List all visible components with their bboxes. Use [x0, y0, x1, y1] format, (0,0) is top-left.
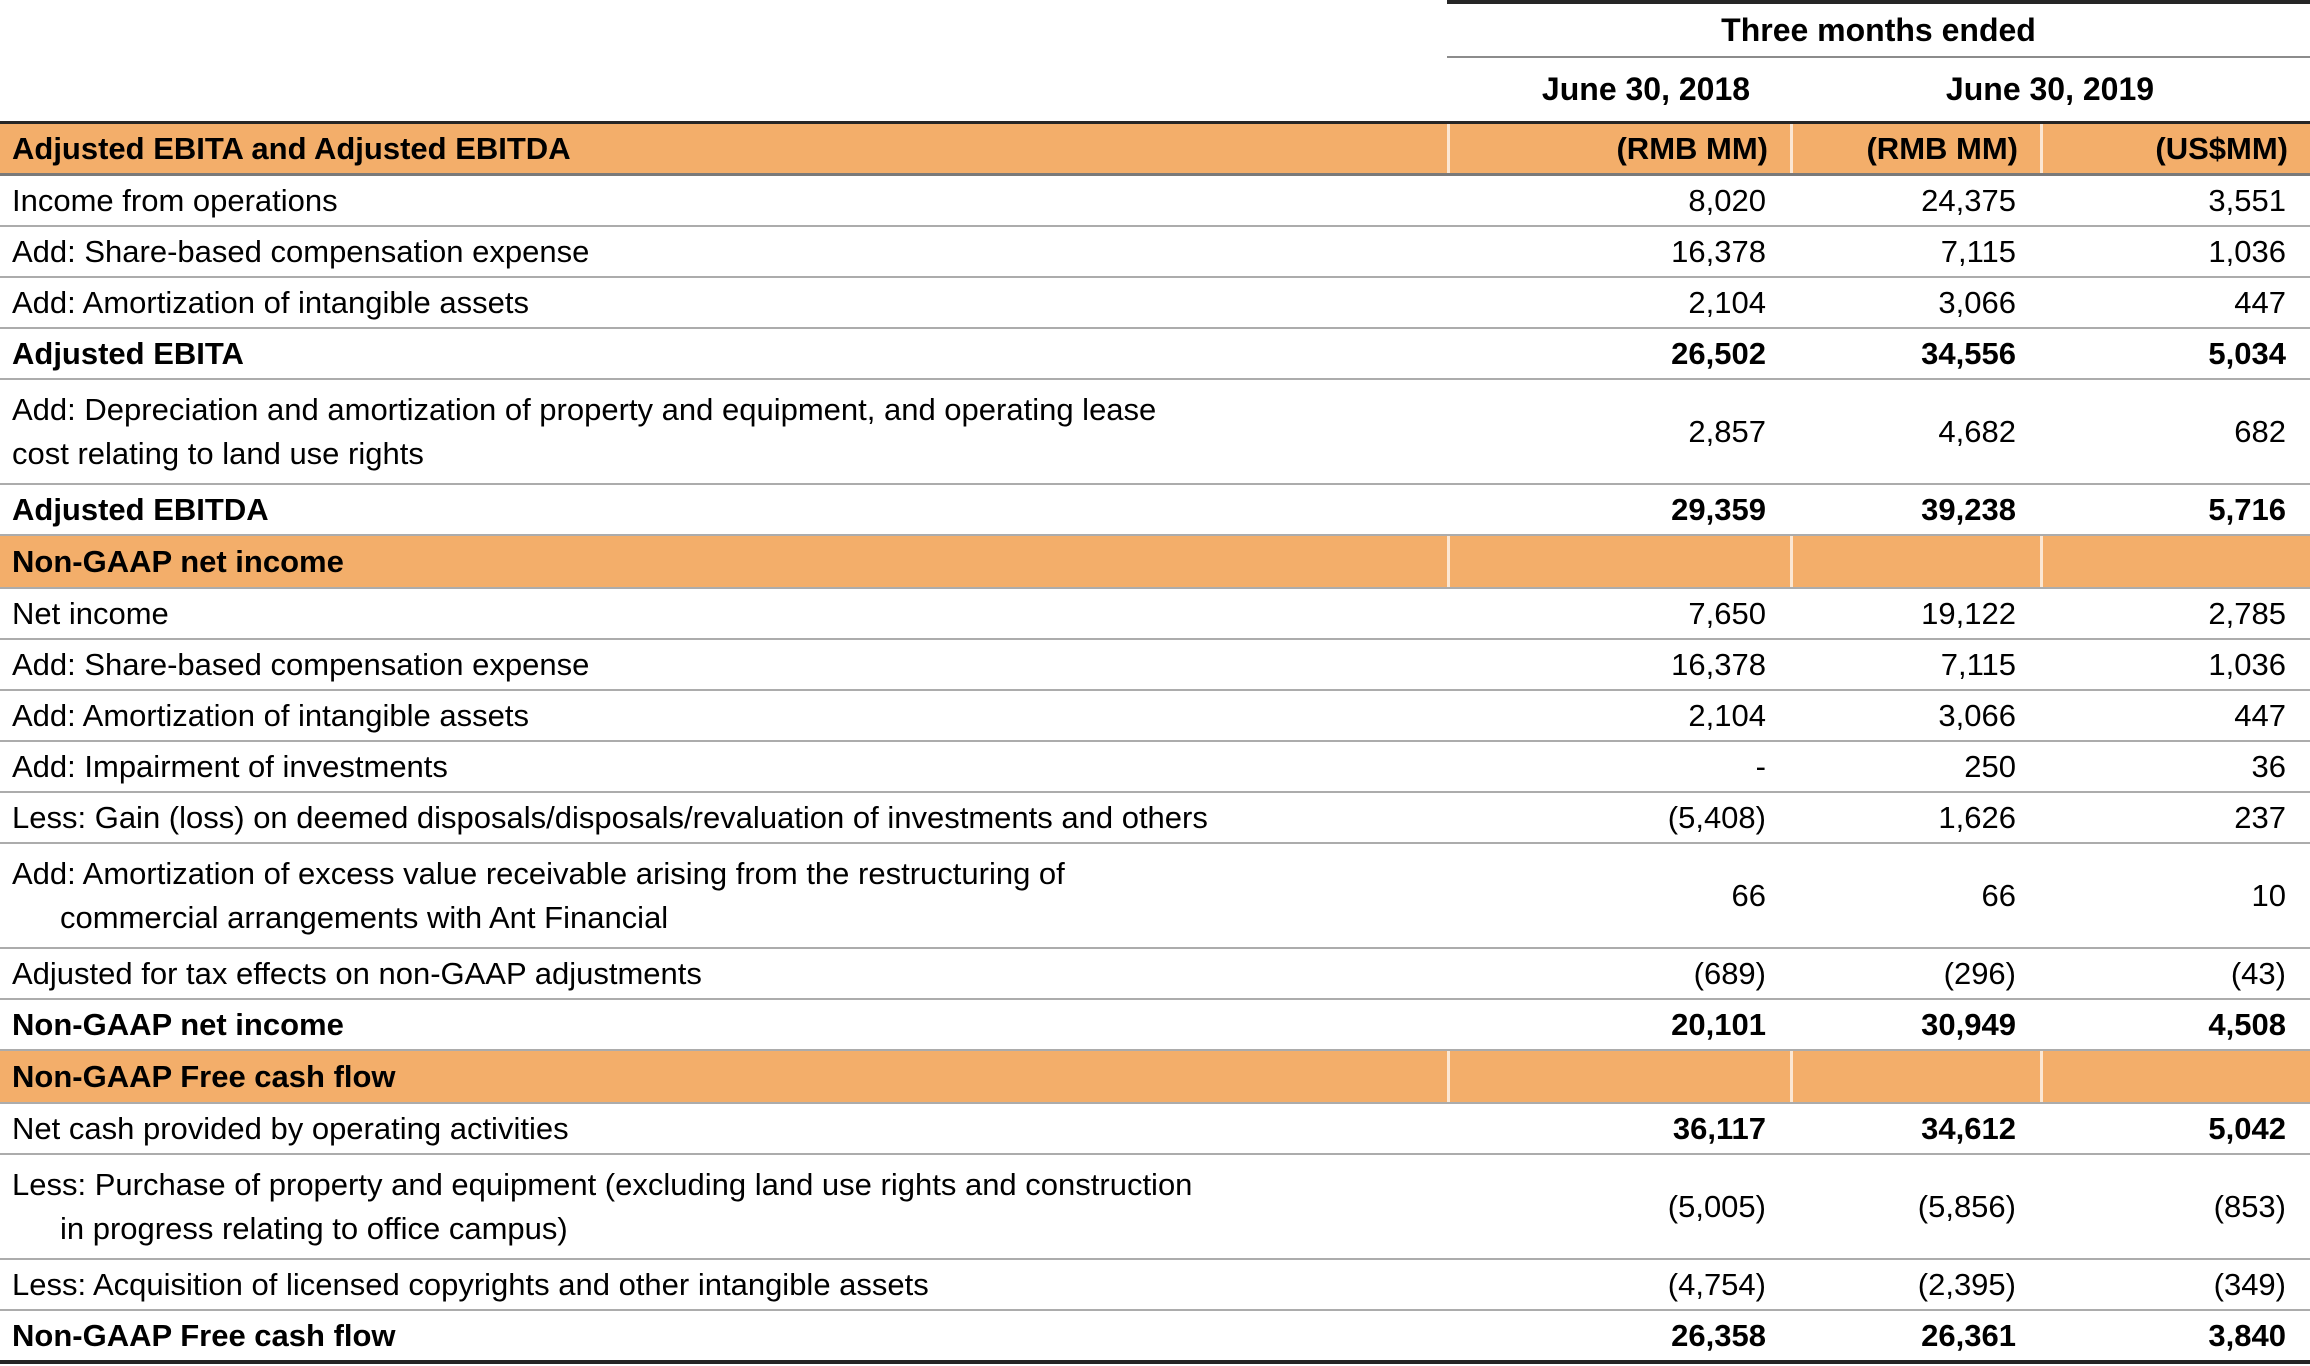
section-band-non-gaap-net-income	[0, 536, 2310, 589]
value-2019-usd: 10	[2251, 877, 2286, 913]
header-spacer	[0, 58, 1447, 121]
value-2018-rmb: (5,005)	[1667, 1188, 1766, 1224]
value-2019-usd: (43)	[2230, 955, 2286, 991]
value-2019-usd: 36	[2251, 748, 2286, 784]
table-row	[0, 844, 2310, 949]
value-2019-rmb: (5,856)	[1917, 1188, 2016, 1224]
table-row-subtotal	[0, 1311, 2310, 1364]
row-label: Add: Share-based compensation expense	[12, 646, 590, 682]
band-cell	[2040, 536, 2310, 587]
col-header-june-2019: June 30, 2019	[1945, 71, 2155, 107]
row-label: Net income	[12, 595, 169, 631]
value-2019-usd: (853)	[2213, 1188, 2286, 1224]
row-label-line2: in progress relating to office campus)	[60, 1210, 568, 1246]
value-2018-rmb: 36,117	[1672, 1110, 1766, 1146]
value-2018-rmb: 2,104	[1688, 697, 1766, 733]
row-label: Non-GAAP net income	[12, 1006, 344, 1042]
section-band-adjusted-ebita	[0, 124, 2310, 176]
band-cell	[1447, 536, 1790, 587]
row-label: Non-GAAP Free cash flow	[12, 1317, 396, 1353]
value-2019-usd: 447	[2234, 697, 2286, 733]
section-title: Adjusted EBITA and Adjusted EBITDA	[0, 124, 1447, 173]
row-label	[0, 388, 1447, 476]
value-2019-usd: 5,042	[2208, 1110, 2286, 1146]
header-spacer	[0, 0, 1447, 58]
unit-header-2019-usd: (US$MM)	[2040, 124, 2310, 173]
table-row	[0, 176, 2310, 227]
value-2019-rmb: 30,949	[1921, 1006, 2016, 1042]
row-label: Adjusted EBITDA	[12, 491, 269, 527]
section-band-free-cash-flow	[0, 1051, 2310, 1104]
value-2019-rmb: 66	[1981, 877, 2016, 913]
value-2019-rmb: 3,066	[1938, 697, 2016, 733]
value-2018-rmb: -	[1755, 748, 1766, 784]
value-2018-rmb: 2,857	[1688, 413, 1766, 449]
value-2018-rmb: (4,754)	[1667, 1266, 1766, 1302]
value-2019-usd: 5,716	[2208, 491, 2286, 527]
value-2019-rmb: 19,122	[1921, 595, 2016, 631]
value-2018-rmb: 16,378	[1671, 233, 1766, 269]
table-row	[0, 1104, 2310, 1155]
value-2019-rmb: 34,612	[1921, 1110, 2016, 1146]
table-row	[0, 691, 2310, 742]
value-2019-rmb: 7,115	[1940, 646, 2016, 682]
row-label: Net cash provided by operating activities	[12, 1110, 569, 1146]
row-label: Add: Amortization of intangible assets	[12, 697, 529, 733]
value-2019-usd: 447	[2234, 284, 2286, 320]
value-2019-rmb: 3,066	[1938, 284, 2016, 320]
value-2019-rmb: 250	[1964, 748, 2016, 784]
table-row	[0, 793, 2310, 844]
value-2019-rmb: 39,238	[1921, 491, 2016, 527]
value-2018-rmb: (5,408)	[1667, 799, 1766, 835]
value-2019-usd: 1,036	[2208, 233, 2286, 269]
table-row	[0, 949, 2310, 1000]
value-2019-usd: 3,551	[2208, 182, 2286, 218]
table-row	[0, 278, 2310, 329]
value-2018-rmb: 16,378	[1671, 646, 1766, 682]
table-row	[0, 1155, 2310, 1260]
value-2019-rmb: 4,682	[1938, 413, 2016, 449]
band-cell	[2040, 1051, 2310, 1102]
row-label-line2: cost relating to land use rights	[12, 435, 424, 471]
table-row	[0, 742, 2310, 793]
value-2019-usd: 3,840	[2208, 1317, 2286, 1353]
value-2019-usd: 2,785	[2208, 595, 2286, 631]
value-2019-usd: 237	[2234, 799, 2286, 835]
value-2018-rmb: 26,358	[1671, 1317, 1766, 1353]
value-2019-rmb: (2,395)	[1917, 1266, 2016, 1302]
value-2018-rmb: 8,020	[1688, 182, 1766, 218]
value-2019-rmb: 26,361	[1921, 1317, 2016, 1353]
header-dates-row	[0, 58, 2310, 124]
table-row-subtotal	[0, 329, 2310, 380]
value-2018-rmb: 66	[1731, 877, 1766, 913]
table-row-subtotal	[0, 485, 2310, 536]
row-label: Add: Impairment of investments	[12, 748, 448, 784]
value-2019-rmb: (296)	[1943, 955, 2016, 991]
row-label-line1: Less: Purchase of property and equipment (excluding land use rights and construction	[12, 1166, 1193, 1202]
value-2019-rmb: 7,115	[1940, 233, 2016, 269]
row-label	[0, 1163, 1447, 1251]
row-label: Adjusted EBITA	[12, 335, 244, 371]
value-2019-usd: 1,036	[2208, 646, 2286, 682]
header-span-row	[0, 0, 2310, 58]
table-row-subtotal	[0, 1000, 2310, 1051]
row-label: Add: Share-based compensation expense	[12, 233, 590, 269]
table-row	[0, 380, 2310, 485]
row-label: Add: Amortization of intangible assets	[12, 284, 529, 320]
row-label-line1: Add: Depreciation and amortization of property and equipment, and operating lease	[12, 391, 1157, 427]
row-label: Income from operations	[12, 182, 338, 218]
band-cell	[1790, 536, 2040, 587]
value-2018-rmb: 20,101	[1671, 1006, 1766, 1042]
band-cell	[1790, 1051, 2040, 1102]
value-2018-rmb: (689)	[1693, 955, 1766, 991]
value-2018-rmb: 2,104	[1688, 284, 1766, 320]
value-2019-rmb: 24,375	[1921, 182, 2016, 218]
table-row	[0, 1260, 2310, 1311]
table-row	[0, 640, 2310, 691]
value-2018-rmb: 7,650	[1688, 595, 1766, 631]
value-2019-rmb: 1,626	[1938, 799, 2016, 835]
section-title: Non-GAAP Free cash flow	[0, 1051, 1447, 1102]
row-label-line2: commercial arrangements with Ant Financial	[60, 899, 669, 935]
value-2018-rmb: 29,359	[1671, 491, 1766, 527]
unit-header-2018-rmb: (RMB MM)	[1447, 124, 1790, 173]
value-2019-usd: (349)	[2213, 1266, 2286, 1302]
row-label: Less: Acquisition of licensed copyrights and other intangible assets	[12, 1266, 929, 1302]
row-label	[0, 852, 1447, 940]
row-label: Less: Gain (loss) on deemed disposals/disposals/revaluation of investments and others	[12, 799, 1208, 835]
section-title: Non-GAAP net income	[0, 536, 1447, 587]
value-2018-rmb: 26,502	[1671, 335, 1766, 371]
table-row	[0, 589, 2310, 640]
unit-header-2019-rmb: (RMB MM)	[1790, 124, 2040, 173]
value-2019-usd: 5,034	[2208, 335, 2286, 371]
band-cell	[1447, 1051, 1790, 1102]
value-2019-rmb: 34,556	[1921, 335, 2016, 371]
value-2019-usd: 682	[2234, 413, 2286, 449]
period-header: Three months ended	[1447, 0, 2310, 58]
value-2019-usd: 4,508	[2208, 1006, 2286, 1042]
row-label: Adjusted for tax effects on non-GAAP adjustments	[12, 955, 702, 991]
col-header-june-2018: June 30, 2018	[1541, 71, 1751, 107]
row-label-line1: Add: Amortization of excess value receivable arising from the restructuring of	[12, 855, 1065, 891]
table-row	[0, 227, 2310, 278]
